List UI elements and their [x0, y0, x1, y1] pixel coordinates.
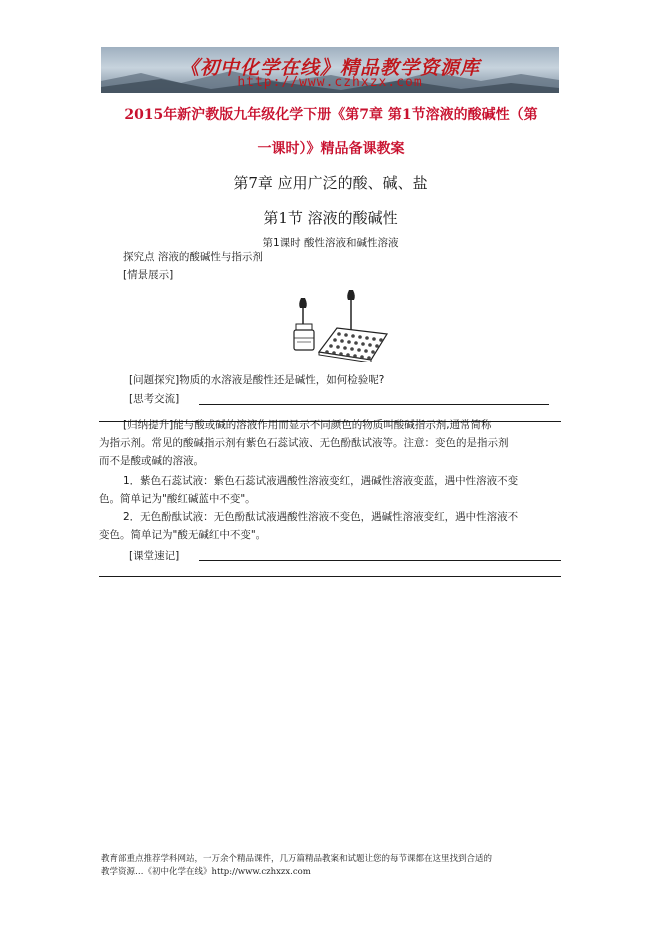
- summary-line: 而不是酸或碱的溶液。: [99, 455, 204, 467]
- summary-line: 为指示剂。常见的酸碱指示剂有紫色石蕊试液、无色酚酞试液等。注意：变色的是指示剂: [99, 437, 509, 449]
- footer-line: 教育部重点推荐学科网站，一万余个精品课件，几万篇精品教案和试题让您的每节课都在这里找到合适的: [101, 854, 493, 864]
- question-text: 物质的水溶液是酸性还是碱性，如何检验呢?: [179, 374, 385, 386]
- dropper-and-spot-plate-illustration: [289, 290, 389, 362]
- banner-title: 《初中化学在线》精品教学资源库: [179, 57, 480, 79]
- phenolphthalein-item: [99, 508, 565, 544]
- litmus-item: [99, 472, 565, 508]
- explore-point: 探究点 溶液的酸碱性与指示剂: [123, 251, 263, 263]
- summary-line: [归纳提升]能与酸或碱的溶液作用而显示不同颜色的物质叫酸碱指示剂,通常简称: [123, 419, 492, 431]
- summary-paragraph: [99, 416, 565, 470]
- answer-line[interactable]: [199, 404, 549, 405]
- scenario-label: [情景展示]: [123, 269, 174, 281]
- notes-line[interactable]: [99, 576, 561, 577]
- footer-note: [101, 853, 492, 879]
- question-label: [问题探究]: [129, 374, 180, 386]
- phenolphthalein-line: 变色。简单记为"酸无碱红中不变"。: [99, 529, 267, 541]
- footer-line: 教学资源…《初中化学在线》http://www.czhxzx.com: [101, 867, 311, 877]
- banner-url[interactable]: http://www.czhxzx.com: [237, 75, 423, 90]
- section-heading: 第1节 溶液的酸碱性: [263, 209, 398, 227]
- lesson-heading: 第1课时 酸性溶液和碱性溶液: [262, 237, 399, 249]
- document-title-line-1: 2015年新沪教版九年级化学下册《第7章 第1节溶液的酸碱性（第: [124, 107, 538, 123]
- litmus-line: 色。简单记为"酸红碱蓝中不变"。: [99, 493, 256, 505]
- notes-label: [课堂速记]: [129, 550, 180, 562]
- think-label: [思考交流]: [129, 393, 180, 405]
- question-inquiry: [129, 373, 384, 387]
- notes-line[interactable]: [199, 560, 561, 561]
- chapter-heading: 第7章 应用广泛的酸、碱、盐: [233, 174, 428, 192]
- litmus-line: 1．紫色石蕊试液：紫色石蕊试液遇酸性溶液变红，遇碱性溶液变蓝，遇中性溶液不变: [123, 475, 519, 487]
- header-banner: [101, 47, 559, 93]
- phenolphthalein-line: 2．无色酚酞试液：无色酚酞试液遇酸性溶液不变色，遇碱性溶液变红，遇中性溶液不: [123, 511, 519, 523]
- document-title-line-2: 一课时）》精品备课教案: [257, 141, 405, 157]
